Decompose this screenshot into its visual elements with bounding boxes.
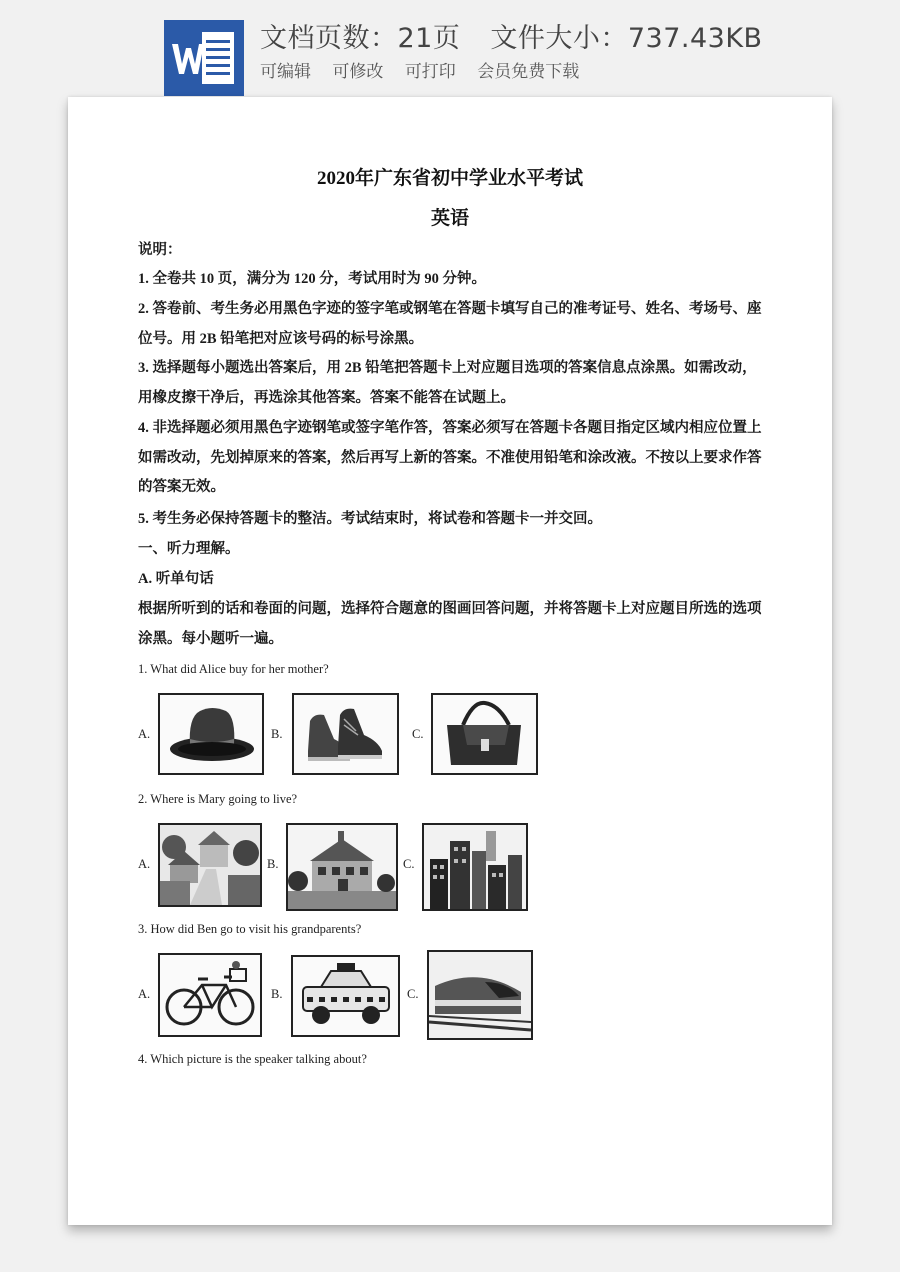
q2-option-c: C. xyxy=(403,857,415,871)
feature-editable: 可编辑 xyxy=(260,62,311,82)
city-buildings-image xyxy=(422,823,528,911)
feature-modifiable: 可修改 xyxy=(332,62,384,82)
shoes-image xyxy=(292,693,399,775)
exam-title: 2020年广东省初中学业水平考试 xyxy=(316,168,583,189)
part-heading: A. 听单句话 xyxy=(138,571,214,587)
file-size: 文件大小：737.43KB xyxy=(490,23,763,54)
instruction-5: 5. 考生务必保持答题卡的整洁。考试结束时，将试卷和答题卡一并交回。 xyxy=(138,511,602,527)
question-2: 2. Where is Mary going to live? xyxy=(138,792,298,806)
word-doc-icon xyxy=(164,20,244,96)
instruction-4: 4. 非选择题必须用黑色字迹钢笔或签字笔作答，答案必须写在答题卡各题目指定区域内相应位置上如需改动，先划掉原来的答案，然后再写上新的答案。不准使用铅笔和涂改液。不按以上要求作答的答案无效。 xyxy=(138,420,762,495)
instruction-3: 3. 选择题每小题选出答案后，用 2B 铅笔把答题卡上对应题目选项的答案信息点涂黑。如需改动，用橡皮擦干净后，再选涂其他答案。答案不能答在试题上。 xyxy=(138,360,757,406)
feature-printable: 可打印 xyxy=(404,62,456,82)
exam-subject: 英语 xyxy=(430,208,469,229)
document-page[interactable] xyxy=(68,97,832,1225)
q3-option-b: B. xyxy=(271,987,283,1001)
section-heading: 一、听力理解。 xyxy=(138,541,240,557)
question-1: 1. What did Alice buy for her mother? xyxy=(138,662,329,676)
taxi-image xyxy=(291,955,400,1037)
q1-option-c: C. xyxy=(412,727,424,741)
instruction-1: 1. 全卷共 10 页，满分为 120 分，考试用时为 90 分钟。 xyxy=(138,271,486,287)
part-instructions: 根据所听到的话和卷面的问题，选择符合题意的图画回答问题，并将答题卡上对应题目所选的选项涂黑。每小题听一遍。 xyxy=(138,601,762,647)
page-count: 文档页数：21页 xyxy=(260,23,461,54)
q1-option-b: B. xyxy=(271,727,283,741)
q2-option-a: A. xyxy=(138,857,151,871)
question-4: 4. Which picture is the speaker talking about? xyxy=(138,1052,367,1066)
village-image xyxy=(158,823,262,907)
feature-list xyxy=(260,57,589,82)
hat-image xyxy=(158,693,264,775)
q3-option-c: C. xyxy=(407,987,419,1001)
q2-option-b: B. xyxy=(267,857,279,871)
q1-option-a: A. xyxy=(138,727,151,741)
file-stats xyxy=(260,16,763,55)
q3-option-a: A. xyxy=(138,987,151,1001)
bicycle-image xyxy=(158,953,262,1037)
instruction-2: 2. 答卷前、考生务必用黑色字迹的签字笔或钢笔在答题卡填写自己的准考证号、姓名、考场号、座位号。用 2B 铅笔把对应该号码的标号涂黑。 xyxy=(138,301,762,347)
house-image xyxy=(286,823,398,911)
feature-member-download: 会员免费下载 xyxy=(477,62,580,82)
file-info-header xyxy=(0,0,900,100)
instructions-heading: 说明： xyxy=(138,242,182,258)
bag-image xyxy=(431,693,538,775)
question-3: 3. How did Ben go to visit his grandparents? xyxy=(138,922,362,936)
train-image xyxy=(427,950,533,1040)
